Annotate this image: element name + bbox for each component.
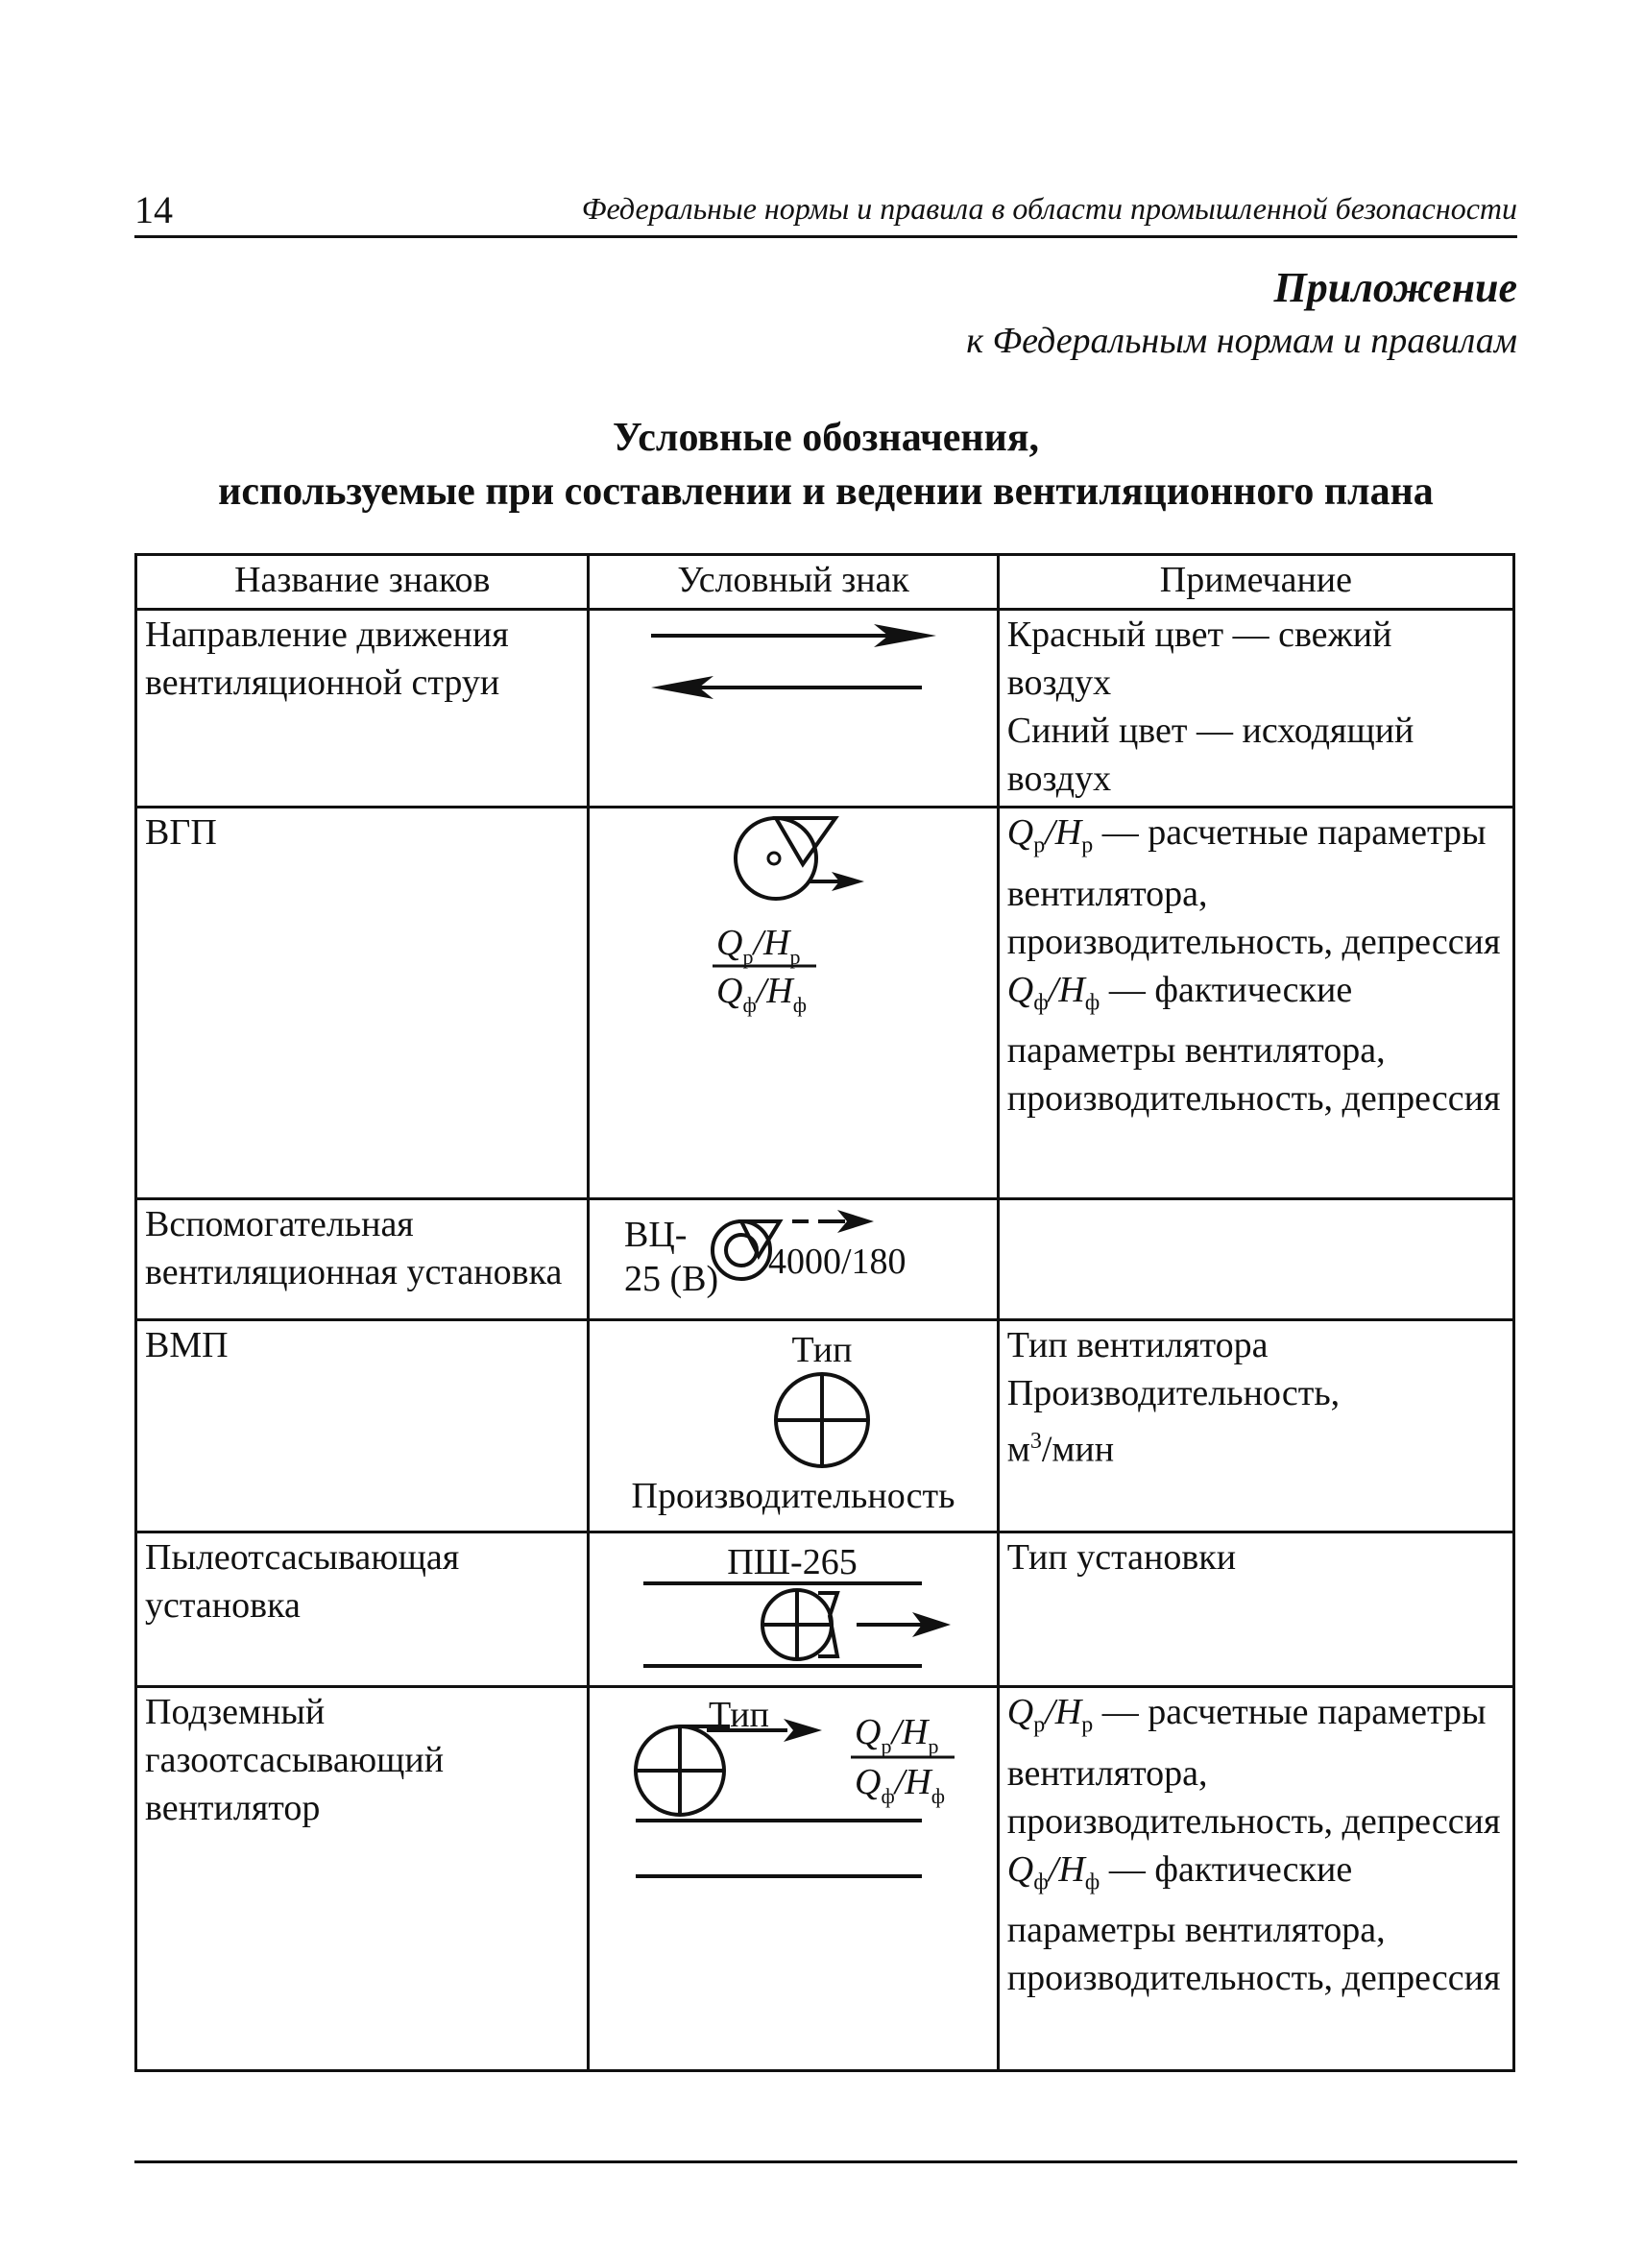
aux-fan-capacity: 4000/180 [768,1242,907,1282]
header-symbol: Условный знак [589,555,998,610]
running-head [134,187,1517,238]
appendix-subtitle: к Федеральным нормам и правилам [966,321,1517,361]
header-name: Название знаков [136,555,589,610]
main-fan-icon [595,808,991,1029]
table-row [136,1687,1514,2071]
gas-fan-actual-params: $Q_ф/H_ф$ [855,1762,946,1808]
gas-fan-design-params: $Q_р/H_р$ [855,1712,939,1758]
running-title: Федеральные нормы и правила в области промышленной безопасности [581,191,1517,226]
note-design-params: $Q_р/H_р$ — расчетные параметры вентилятора, производительность, депрессия [1006,1692,1501,1842]
note-design-params: $Q_р/H_р$ — расчетные параметры вентилятора, производительность, депрессия [1006,812,1501,962]
note-fan-type: Тип вентилятора [1006,1325,1269,1365]
page-number: 14 [134,188,173,231]
vgp-actual-params: $Q_ф/H_ф$ [716,971,808,1017]
aux-fan-model-top: ВЦ- [624,1215,688,1255]
row-name: Направление движения вентиляционной струи [136,610,589,808]
row-symbol [589,808,998,1199]
row-note [998,1320,1513,1532]
row-name: ВГП [136,808,589,1199]
row-note [998,1687,1513,2071]
appendix-heading [966,261,1517,367]
document-title-line2: используемые при составлении и ведении вентиляционного плана [218,470,1434,514]
note-exhaust-air: Синий цвет — исходящий воздух [1006,711,1414,799]
row-name: ВМП [136,1320,589,1532]
gas-extraction-fan-icon [595,1688,991,1890]
table-row [136,808,1514,1199]
row-name: Вспомогательная вентиляционная установка [136,1199,589,1320]
row-name: Пылеотсасывающая установка [136,1532,589,1687]
row-name: Подземный газоотсасывающий вентилятор [136,1687,589,2071]
gas-fan-type-label: Тип [709,1695,770,1735]
airflow-arrows-icon [595,611,991,745]
note-actual-params: $Q_ф/H_ф$ — фактические параметры вентилятора, производительность, депрессия [1006,1848,1501,1999]
row-symbol [589,1199,998,1320]
note-fresh-air: Красный цвет — свежий воздух [1006,615,1392,703]
local-fan-icon [595,1321,991,1518]
row-note [998,610,1513,808]
row-symbol [589,1320,998,1532]
header-note: Примечание [998,555,1513,610]
document-title-line1: Условные обозначения, [612,416,1040,460]
row-symbol [589,1532,998,1687]
note-actual-params: $Q_ф/H_ф$ — фактические параметры вентилятора, производительность, депрессия [1006,969,1501,1120]
row-note [998,808,1513,1199]
document-title [134,411,1517,519]
dust-extractor-icon [595,1533,991,1673]
legend-table [134,553,1515,2072]
vmp-capacity-label: Производительность [631,1476,955,1516]
row-symbol [589,1687,998,2071]
note-units: $м^3$/мин [1006,1429,1115,1470]
row-note: Тип установки [998,1532,1513,1687]
vmp-type-label: Тип [791,1330,853,1370]
bottom-rule [134,2160,1517,2163]
row-note [998,1199,1513,1320]
table-row [136,610,1514,808]
aux-fan-icon [595,1200,991,1306]
row-symbol [589,610,998,808]
table-header-row [136,555,1514,610]
dust-extractor-model: ПШ-265 [727,1542,858,1582]
table-row [136,1532,1514,1687]
note-capacity: Производительность, [1006,1373,1341,1413]
aux-fan-model-bottom: 25 (В) [624,1259,719,1299]
appendix-title: Приложение [1273,264,1517,311]
table-row [136,1320,1514,1532]
vgp-design-params: $Q_р/H_р$ [716,923,801,969]
table-row [136,1199,1514,1320]
